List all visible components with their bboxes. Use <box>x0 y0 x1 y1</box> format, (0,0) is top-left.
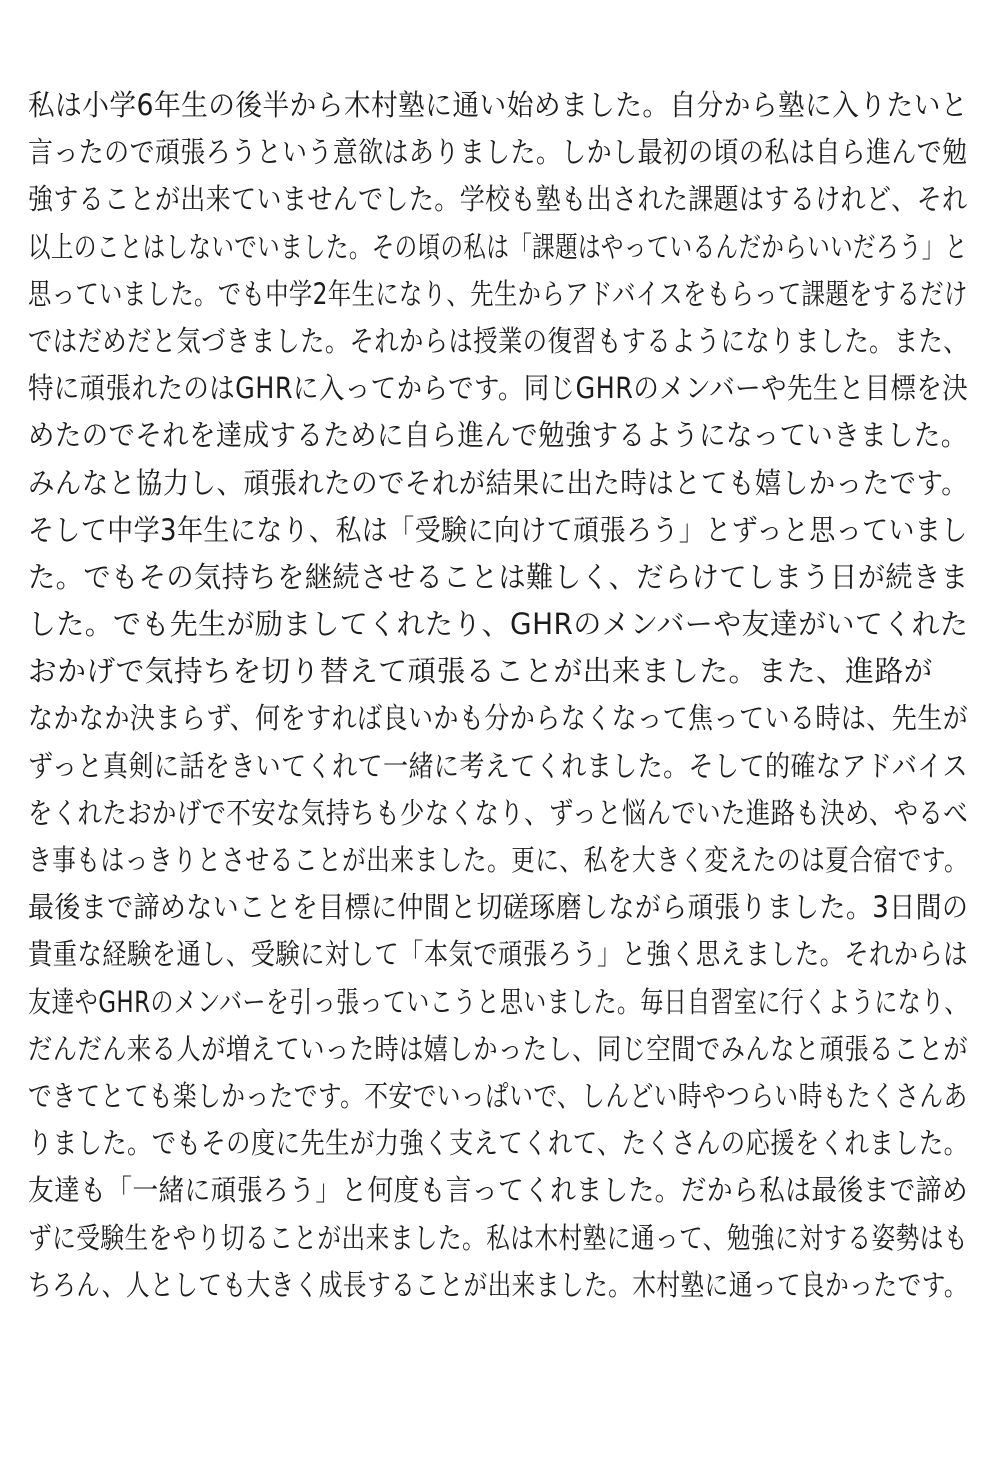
essay-line: 特に頑張れたのはGHRに入ってからです。同じGHRのメンバーや先生と目標を決 <box>28 371 969 406</box>
essay-line: ずに受験生をやり切ることが出来ました。私は木村塾に通って、勉強に対する姿勢はも <box>28 1220 968 1255</box>
essay-text <box>28 82 978 1309</box>
essay-line: 友達やGHRのメンバーを引っ張っていこうと思いました。毎日自習室に行くようになり、 <box>28 984 968 1019</box>
essay-line: 私は小学6年生の後半から木村塾に通い始めました。自分から塾に入りたいと <box>28 88 968 122</box>
essay-line: めたのでそれを達成するために自ら進んで勉強するようになっていきました。 <box>28 418 968 453</box>
essay-line: 言ったので頑張ろうという意欲はありました。しかし最初の頃の私は自ら進んで勉 <box>28 135 968 170</box>
essay-line: ではだめだと気づきました。それからは授業の復習もするようになりました。また、 <box>28 323 969 358</box>
essay-line: おかげで気持ちを切り替えて頑張ることが出来ました。また、進路が <box>28 654 933 689</box>
essay-line: をくれたおかげで不安な気持ちも少なくなり、ずっと悩んでいた進路も決め、やるべ <box>28 795 969 830</box>
essay-line: 最後まで諦めないことを目標に仲間と切磋琢磨しながら頑張りました。3日間の <box>28 890 969 925</box>
essay-line: 貴重な経験を通し、受験に対して「本気で頑張ろう」と強く思えました。それからは <box>28 937 969 972</box>
essay-line: ちろん、人としても大きく成長することが出来ました。木村塾に通って良かったです。 <box>28 1267 968 1302</box>
essay-line: 以上のことはしないでいました。その頃の私は「課題はやっているんだからいいだろう」と <box>28 229 968 264</box>
essay-line: き事もはっきりとさせることが出来ました。更に、私を大きく変えたのは夏合宿です。 <box>28 843 969 877</box>
essay-line: りました。でもその度に先生が力強く支えてくれて、たくさんの応援をくれました。 <box>28 1126 969 1161</box>
essay-line: ずっと真剣に話をきいてくれて一緒に考えてくれました。そして的確なアドバイス <box>28 748 968 783</box>
essay-line: だんだん来る人が増えていった時は嬉しかったし、同じ空間でみんなと頑張ることが <box>28 1031 969 1066</box>
essay-line: みんなと協力し、頑張れたのでそれが結果に出た時はとても嬉しかったです。 <box>28 465 969 500</box>
essay-line: そして中学3年生になり、私は「受験に向けて頑張ろう」とずっと思っていまし <box>28 512 968 547</box>
essay-line: なかなか決まらず、何をすれば良いかも分からなくなって焦っている時は、先生が <box>28 701 969 736</box>
essay-line: 友達も「一緒に頑張ろう」と何度も言ってくれました。だから私は最後まで諦め <box>28 1173 969 1208</box>
essay-line: 思っていました。でも中学2年生になり、先生からアドバイスをもらって課題をするだけ <box>28 276 968 311</box>
essay-line: できてとても楽しかったです。不安でいっぱいで、しんどい時やつらい時もたくさんあ <box>28 1078 968 1113</box>
essay-line: 強することが出来ていませんでした。学校も塾も出された課題はするけれど、それ <box>28 182 968 217</box>
essay-line: した。でも先生が励ましてくれたり、GHRのメンバーや友達がいてくれた <box>28 607 969 642</box>
essay-line: た。でもその気持ちを継続させることは難しく、だらけてしまう日が続きま <box>28 559 969 594</box>
